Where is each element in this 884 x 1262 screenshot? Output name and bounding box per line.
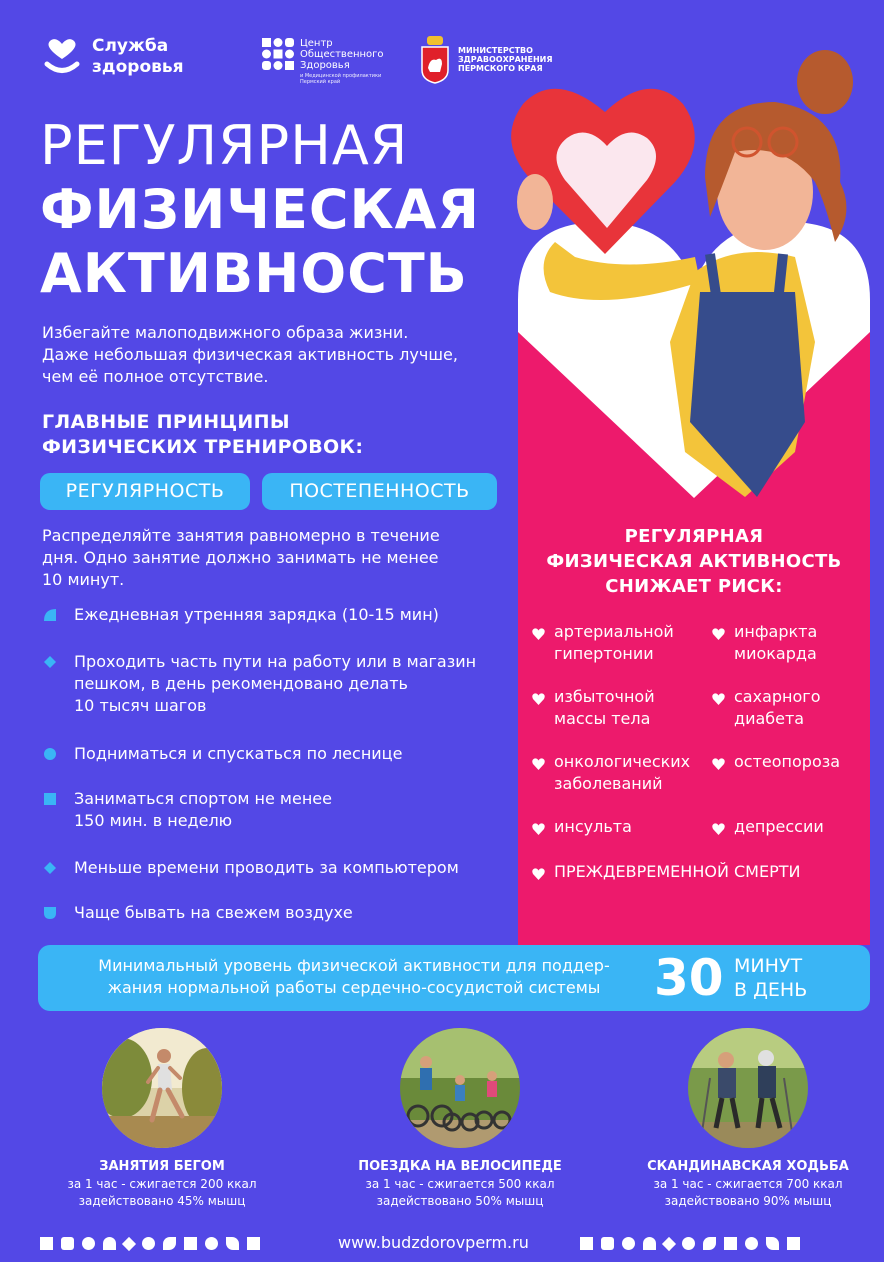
leaf-bullet-icon (44, 609, 56, 621)
leaf-shape-icon (766, 1237, 779, 1250)
coat-of-arms-icon (420, 34, 450, 84)
center-line: Центр (300, 38, 333, 49)
heart-bullet-icon (532, 758, 545, 770)
list-item (42, 788, 332, 832)
circle-bullet-icon (44, 748, 56, 760)
risk-item (712, 621, 817, 665)
risk-line: онкологических (554, 752, 691, 771)
list-item (42, 902, 353, 924)
activity-title: ЗАНЯТИЯ БЕГОМ (99, 1159, 225, 1174)
square-bullet-icon (44, 793, 56, 805)
risk-line: ПРЕЖДЕВРЕМЕННОЙ СМЕРТИ (554, 862, 801, 881)
risk-item (532, 621, 674, 665)
heart-bullet-icon (712, 758, 725, 770)
leaf-shape-icon (163, 1237, 176, 1250)
cycling-photo (400, 1028, 520, 1148)
heart-smile-icon (42, 37, 82, 77)
intro-line: чем её полное отсутствие. (42, 367, 269, 386)
leaf-shape-icon (226, 1237, 239, 1250)
risk-item (532, 816, 632, 841)
activity-line: за 1 час - сжигается 500 ккал (365, 1177, 555, 1191)
risk-item (532, 861, 800, 886)
risk-item (712, 751, 840, 776)
heading-line: РЕГУЛЯРНАЯ (624, 526, 764, 547)
diamond-shape-icon (662, 1236, 676, 1250)
title-line-2: ФИЗИЧЕСКАЯ (40, 178, 480, 241)
circle-shape-icon (205, 1237, 218, 1250)
center-line: Общественного (300, 49, 384, 60)
risk-line: избыточной (554, 687, 655, 706)
banner-line: жания нормальной работы сердечно-сосудистой системы (107, 978, 601, 997)
risk-line: сахарного (734, 687, 821, 706)
principles-heading (42, 410, 363, 460)
circle-shape-icon (82, 1237, 95, 1250)
heart-bullet-icon (532, 868, 545, 880)
ministry-line: МИНИСТЕРСТВО (458, 45, 533, 55)
risk-heading (518, 524, 870, 599)
distribution-line: 10 минут. (42, 570, 125, 589)
intro-line: Даже небольшая физическая активность лучше, (42, 345, 458, 364)
activity-line: задействовано 45% мышц (78, 1194, 246, 1208)
intro-line: Избегайте малоподвижного образа жизни. (42, 323, 409, 342)
activity-line: задействовано 90% мышц (664, 1194, 832, 1208)
title-line-1: РЕГУЛЯРНАЯ (40, 114, 409, 177)
risk-item (712, 816, 824, 841)
drop-bullet-icon (44, 907, 56, 919)
tip-line: Чаще бывать на свежем воздухе (74, 903, 353, 922)
heading-line: СНИЖАЕТ РИСК: (605, 576, 783, 597)
rounded-shape-icon (61, 1237, 74, 1250)
risk-line: депрессии (734, 817, 824, 836)
tip-line: пешком, в день рекомендовано делать (74, 674, 408, 693)
unit-line: В ДЕНЬ (734, 979, 808, 1001)
title-line-3: АКТИВНОСТЬ (40, 242, 468, 305)
banner-text (74, 955, 634, 999)
decorative-shapes-left (40, 1237, 260, 1250)
public-health-center-logo (262, 38, 384, 85)
risk-line: диабета (734, 709, 805, 728)
tip-line: Ежедневная утренняя зарядка (10-15 мин) (74, 605, 439, 624)
banner-number: 30 (654, 949, 724, 1007)
activity-title: СКАНДИНАВСКАЯ ХОДЬБА (647, 1159, 849, 1174)
nordic-walking-image (688, 1028, 808, 1148)
distribution-line: дня. Одно занятие должно занимать не менее (42, 548, 439, 567)
center-name (300, 38, 384, 71)
circle-shape-icon (682, 1237, 695, 1250)
center-line: Здоровья (300, 60, 350, 71)
risk-line: инсульта (554, 817, 632, 836)
risk-line: инфаркта (734, 622, 818, 641)
running-photo (102, 1028, 222, 1148)
logo-text-line: Служба (92, 36, 169, 56)
risk-line: артериальной (554, 622, 674, 641)
ministry-line: ПЕРМСКОГО КРАЯ (458, 63, 543, 73)
activity-line: за 1 час - сжигается 700 ккал (653, 1177, 843, 1191)
activity-nordic-walking (603, 1158, 884, 1210)
risk-line: гипертонии (554, 644, 654, 663)
heart-bullet-icon (532, 628, 545, 640)
activity-line: за 1 час - сжигается 200 ккал (67, 1177, 257, 1191)
distribution-text (42, 525, 492, 591)
center-sub-line: и Медицинской профилактики (300, 73, 382, 79)
tip-line: 150 мин. в неделю (74, 811, 233, 830)
page-title (40, 114, 480, 306)
circle-shape-icon (622, 1237, 635, 1250)
girl-holding-heart-illustration (495, 42, 870, 502)
principle-regularity: РЕГУЛЯРНОСТЬ (40, 473, 250, 510)
ministry-line: ЗДРАВООХРАНЕНИЯ (458, 54, 553, 64)
risk-item (532, 686, 655, 730)
tip-line: 10 тысяч шагов (74, 696, 207, 715)
list-item (42, 651, 476, 717)
risk-item (712, 686, 820, 730)
heading-line: ФИЗИЧЕСКИХ ТРЕНИРОВОК: (42, 436, 364, 458)
list-item (42, 743, 402, 765)
decorative-shapes-right (580, 1237, 800, 1250)
leaf-shape-icon (703, 1237, 716, 1250)
square-shape-icon (787, 1237, 800, 1250)
tip-line: Проходить часть пути на работу или в магазин (74, 652, 477, 671)
activity-line: задействовано 50% мышц (376, 1194, 544, 1208)
square-shape-icon (40, 1237, 53, 1250)
tip-line: Меньше времени проводить за компьютером (74, 858, 459, 877)
intro-text (42, 322, 512, 388)
heart-bullet-icon (712, 823, 725, 835)
logo-text-line: здоровья (92, 57, 184, 77)
running-image (102, 1028, 222, 1148)
heart-bullet-icon (532, 693, 545, 705)
banner-unit (734, 954, 807, 1002)
square-shape-icon (724, 1237, 737, 1250)
square-shape-icon (580, 1237, 593, 1250)
risk-line: массы тела (554, 709, 651, 728)
dome-shape-icon (103, 1237, 116, 1250)
risk-item (532, 751, 690, 795)
activity-title: ПОЕЗДКА НА ВЕЛОСИПЕДЕ (358, 1159, 562, 1174)
center-sub-line: Пермский край (300, 79, 341, 85)
diamond-bullet-icon (44, 656, 56, 668)
list-item (42, 604, 439, 626)
activity-running (17, 1158, 307, 1210)
heart-bullet-icon (712, 693, 725, 705)
website-link[interactable]: www.budzdorovperm.ru (338, 1233, 529, 1252)
diamond-shape-icon (122, 1236, 136, 1250)
square-shape-icon (247, 1237, 260, 1250)
heart-bullet-icon (712, 628, 725, 640)
center-subtitle (300, 73, 384, 85)
banner-line: Минимальный уровень физической активности для поддер- (98, 956, 610, 975)
rounded-shape-icon (601, 1237, 614, 1250)
distribution-line: Распределяйте занятия равномерно в течение (42, 526, 440, 545)
circle-shape-icon (745, 1237, 758, 1250)
heading-line: ФИЗИЧЕСКАЯ АКТИВНОСТЬ (546, 551, 842, 572)
nordic-walking-photo (688, 1028, 808, 1148)
unit-line: МИНУТ (734, 955, 803, 977)
heart-bullet-icon (532, 823, 545, 835)
principle-gradualness: ПОСТЕПЕННОСТЬ (262, 473, 497, 510)
square-shape-icon (184, 1237, 197, 1250)
tip-line: Заниматься спортом не менее (74, 789, 332, 808)
dome-shape-icon (643, 1237, 656, 1250)
risk-line: заболеваний (554, 774, 663, 793)
sluzhba-zdorovya-logo (42, 36, 184, 78)
circle-shape-icon (142, 1237, 155, 1250)
heading-line: ГЛАВНЫЕ ПРИНЦИПЫ (42, 411, 290, 433)
list-item (42, 857, 459, 879)
activity-cycling (315, 1158, 605, 1210)
tip-line: Подниматься и спускаться по леснице (74, 744, 403, 763)
risk-line: миокарда (734, 644, 817, 663)
grid-logo-icon (262, 38, 294, 70)
thirty-minutes-banner (38, 945, 870, 1011)
risk-line: остеопороза (734, 752, 841, 771)
diamond-bullet-icon (44, 862, 56, 874)
cycling-image (400, 1028, 520, 1148)
